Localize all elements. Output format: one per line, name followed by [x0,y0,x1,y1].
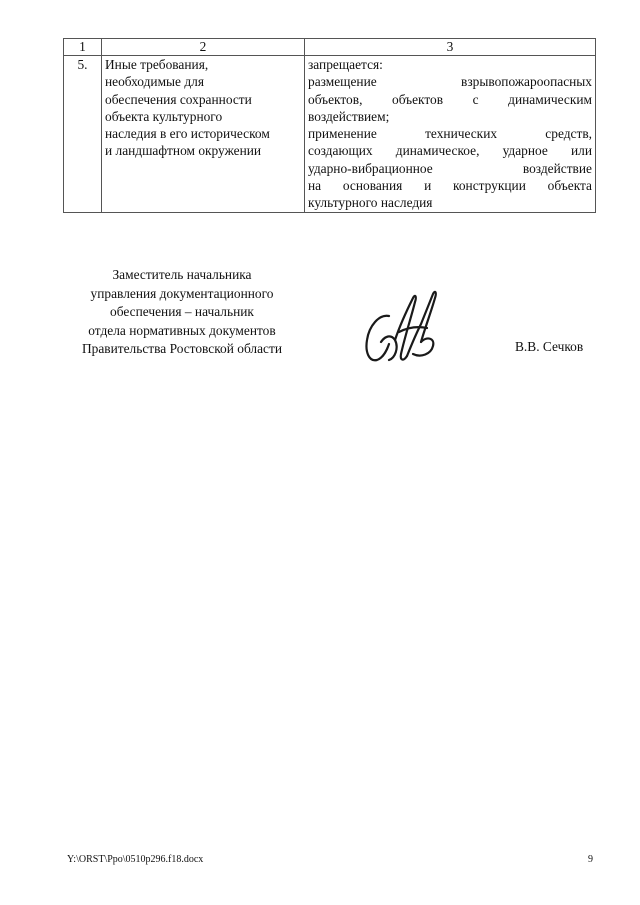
signer-title-line: управления документационного [90,285,274,301]
signer-title [60,266,304,359]
column-header-3: 3 [305,39,596,56]
content-cell [305,56,596,213]
requirement-line: наследия в его историческом [105,126,270,142]
content-line: воздействием; [308,108,390,124]
requirement-line: необходимые для [105,74,204,90]
signer-title-line: Правительства Ростовской области [81,341,283,357]
column-header-2: 2 [102,39,305,56]
column-header-1: 1 [64,39,102,56]
signer-name: В.В. Сечков [515,339,584,354]
requirements-table [63,38,596,213]
content-line: применение технических средств, [308,126,592,142]
row-number: 5. [64,56,102,213]
content-line: создающих динамическое, ударное или [308,143,592,159]
handwritten-signature-icon [355,284,445,372]
content-line: запрещается: [308,57,383,72]
requirement-line: объекта культурного [105,108,223,124]
table-row [64,56,596,213]
signer-title-line: отдела нормативных документов [88,322,276,338]
content-line: объектов, объектов с динамическим [308,91,592,107]
footer-file-path: Y:\ORST\Ppo\0510p296.f18.docx [67,854,204,865]
requirement-line: и ландшафтном окружении [105,143,262,159]
content-line: на основания и конструкции объекта [308,178,592,194]
requirement-line: Иные требования, [105,57,209,72]
content-line: культурного наследия [308,195,433,211]
content-line: размещение взрывопожароопасных [308,74,592,90]
table-header-row [64,39,596,56]
requirement-cell [102,56,305,213]
signer-title-line: Заместитель начальника [112,267,252,282]
signer-title-line: обеспечения – начальник [110,304,254,320]
requirement-line: обеспечения сохранности [105,91,252,107]
content-line: ударно-вибрационное воздействие [308,160,592,176]
page-number: 9 [588,854,593,865]
